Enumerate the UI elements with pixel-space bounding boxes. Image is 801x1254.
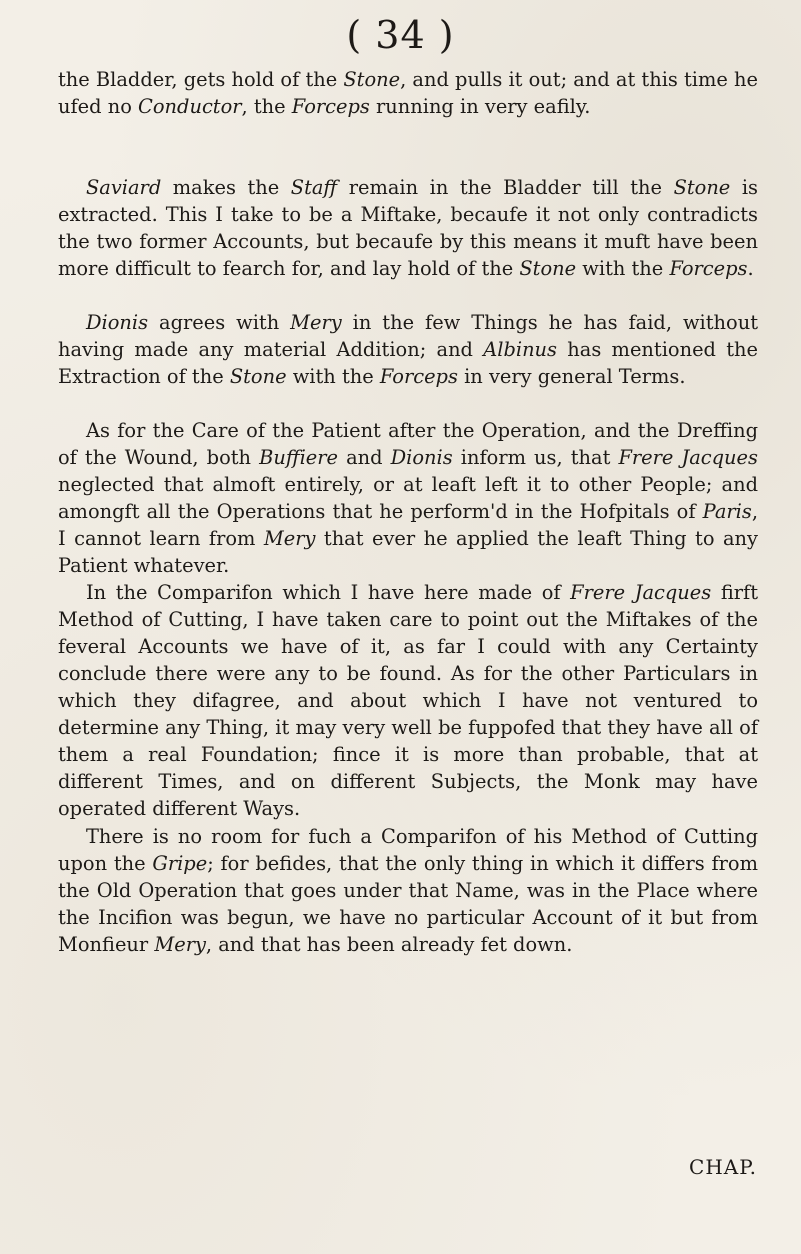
text-run: remain in the Bladder till the (337, 176, 674, 199)
text-run: firft Method of Cutting, I have taken care to point out the Miftakes of the feveral Accounts we have of it, as far I could with any Certainty conclude there were any to be found. As for the other Particulars in which they difagree, and about which I have not ventured to determine any Thing, it may very well be fuppofed that they have all of them a real Foundation; fince it is more than probable, that at different Times, and on different Subjects, the Monk may have operated different Ways. (58, 581, 758, 820)
text-run: ; for befides, that the only thing in which it differs from the Old Operation that goes under that Name, was in the Place where the Incifion was begun, we have no particular Account of it but from Monfieur (58, 852, 758, 956)
italic-text: Forceps (379, 365, 458, 388)
text-run: the Bladder, gets hold of the (58, 68, 344, 91)
text-run: agrees with (148, 311, 291, 334)
italic-text: Stone (343, 68, 401, 91)
italic-text: Forceps (291, 95, 370, 118)
paragraph-3 (58, 309, 758, 390)
italic-text: Stone (229, 365, 287, 388)
page-number: ( 34 ) (346, 13, 455, 57)
text-run: with the (576, 257, 670, 280)
text-run: There is no room for fuch a Comparifon of his Method of Cutting upon the (58, 825, 758, 875)
text-run: , and pulls it out; and at this time he ufed no (58, 68, 758, 118)
italic-text: Frere Jacques (570, 581, 712, 604)
italic-text: Buffiere (259, 446, 339, 469)
italic-text: Dionis (86, 311, 149, 334)
text-run: in very general Terms. (457, 365, 686, 388)
text-run: . (747, 257, 754, 280)
text-run: inform us, that (452, 446, 619, 469)
text-run: with the (286, 365, 380, 388)
paragraph-4 (58, 417, 758, 579)
italic-text: Paris (702, 500, 752, 523)
text-run: that ever he applied the leaft Thing to any Patient whatever. (58, 527, 758, 577)
text-run: , the (241, 95, 292, 118)
text-run: running in very eafily. (369, 95, 591, 118)
paragraph-5 (58, 579, 758, 822)
italic-text: Stone (673, 176, 731, 199)
italic-text: Conductor (138, 95, 242, 118)
text-run: in the few Things he has faid, without having made any material Addition; and (58, 311, 758, 361)
italic-text: Mery (290, 311, 342, 334)
italic-text: Gripe (152, 852, 208, 875)
catchword: CHAP. (689, 1155, 757, 1179)
text-run: and (338, 446, 391, 469)
paragraph-2 (58, 174, 758, 282)
text-run: , and that has been already fet down. (205, 933, 573, 956)
paragraph-6 (58, 823, 758, 958)
text-run: As for the Care of the Patient after the Operation, and the Dreffing of the Wound, both (58, 419, 758, 469)
italic-text: Mery (154, 933, 206, 956)
text-run: is extracted. This I take to be a Miftake, becaufe it not only contradicts the two former Accounts, but becaufe by this means it muft have been more difficult to fearch for, and lay hold of the (58, 176, 758, 280)
text-run: , I cannot learn from (58, 500, 758, 550)
italic-text: Mery (263, 527, 316, 550)
italic-text: Albinus (483, 338, 557, 361)
italic-text: Forceps (669, 257, 748, 280)
italic-text: Dionis (390, 446, 453, 469)
italic-text: Staff (290, 176, 338, 199)
italic-text: Frere Jacques (618, 446, 758, 469)
italic-text: Saviard (86, 176, 162, 199)
text-run: neglected that almoft entirely, or at leaft left it to other People; and amongft all the Operations that he perform'd in the Hofpitals of (58, 473, 758, 523)
text-run: has mentioned the Extraction of the (58, 338, 758, 388)
text-run: makes the (161, 176, 291, 199)
text-run: In the Comparifon which I have here made of (86, 581, 571, 604)
italic-text: Stone (519, 257, 577, 280)
paragraph-1 (58, 66, 758, 120)
